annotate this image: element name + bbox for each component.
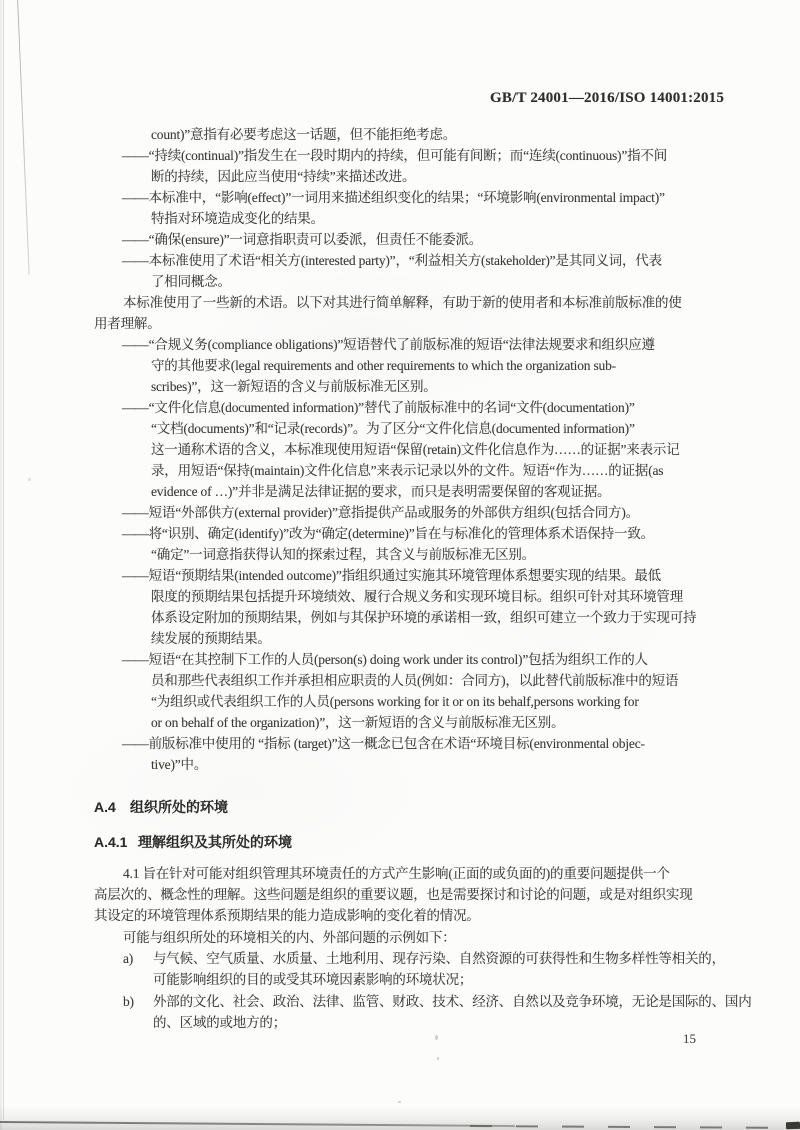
list-item-marker-a: a) [123, 951, 134, 966]
text-line: or on behalf of the organization)”，这一新短语的含义与前版标准无区别。 [151, 715, 565, 730]
text-line: 限度的预期结果包括提升环境绩效、履行合规义务和实现环境目标。组织可针对其环境管理 [151, 589, 683, 604]
text-line: ——短语“外部供方(external provider)”意指提供产品或服务的外部供方组织(包括合同方)。 [122, 505, 639, 520]
scan-crease-line [17, 0, 30, 275]
section-heading-a4-title: 组织所处的环境 [130, 799, 228, 815]
text-line: ——“文件化信息(documented information)”替代了前版标准中的名词“文件(documentation)” [122, 400, 635, 415]
page-number: 15 [683, 1031, 696, 1046]
scan-left-edge-strip [0, 0, 2, 1130]
scan-speck [398, 1101, 401, 1103]
text-line: 的、区域的或地方的； [153, 1015, 286, 1030]
text-line: tive)”中。 [151, 757, 208, 772]
scan-corner-mark [786, 1122, 800, 1129]
section-heading-a4-number: A.4 [94, 799, 116, 815]
text-line: 用者理解。 [94, 316, 161, 331]
list-item-marker-b: b) [123, 994, 134, 1009]
text-line: “确定”一词意指获得认知的探索过程，其含义与前版标准无区别。 [151, 547, 535, 562]
text-line: 外部的文化、社会、政治、法律、监管、财政、技术、经济、自然以及竞争环境，无论是国际的、国内 [153, 994, 752, 1009]
text-line: 录，用短语“保持(maintain)文件化信息”来表示记录以外的文件。短语“作为……的证据(as [151, 463, 664, 478]
text-line: ——前版标准中使用的 “指标 (target)”这一概念已包含在术语“环境目标(environmental objec- [122, 736, 645, 751]
text-line: scribes)”，这一新短语的含义与前版标准无区别。 [151, 379, 437, 394]
text-line: 4.1 旨在针对可能对组织管理其环境责任的方式产生影响(正面的或负面的)的重要问题提供一个 [123, 866, 670, 881]
text-line: 可能影响组织的目的或受其环境因素影响的环境状况； [153, 972, 473, 987]
text-line: 这一通称术语的含义，本标准现使用短语“保留(retain)文件化信息作为……的证据”来表示记 [151, 442, 680, 457]
text-line: 特指对环境造成变化的结果。 [151, 211, 324, 226]
section-heading-a41-title: 理解组织及其所处的环境 [138, 834, 292, 850]
text-line: 可能与组织所处的环境相关的内、外部问题的示例如下： [123, 930, 456, 945]
scan-speck [437, 1057, 439, 1060]
text-line: ——“确保(ensure)”一词意指职责可以委派，但责任不能委派。 [122, 232, 483, 247]
text-line: “文档(documents)”和“记录(records)”。为了区分“文件化信息(documented information)” [151, 421, 635, 436]
text-line: ——“合规义务(compliance obligations)”短语替代了前版标准的短语“法律法规要求和组织应遵 [122, 337, 655, 352]
text-line: 与气候、空气质量、水质量、土地利用、现存污染、自然资源的可获得性和生物多样性等相关的， [153, 951, 725, 966]
text-line: count)”意指有必要考虑这一话题，但不能拒绝考虑。 [151, 127, 457, 142]
text-line: ——短语“预期结果(intended outcome)”指组织通过实施其环境管理体系想要实现的结果。最低 [122, 568, 661, 583]
scan-speck [435, 1035, 438, 1040]
text-line: 断的持续，因此应当使用“持续”来描述改进。 [151, 169, 416, 184]
text-line: ——本标准中，“影响(effect)”一词用来描述组织变化的结果；“环境影响(environmental impact)” [122, 190, 665, 205]
text-line: evidence of …)”并非是满足法律证据的要求，而只是表明需要保留的客观证据。 [151, 484, 611, 499]
text-line: 守的其他要求(legal requirements and other requirements to which the organization sub- [151, 358, 616, 373]
scan-speck [28, 478, 31, 481]
text-line: 员和那些代表组织工作并承担相应职责的人员(例如：合同方)，以此替代前版标准中的短语 [151, 673, 679, 688]
text-line: ——短语“在其控制下工作的人员(person(s) doing work under its control)”包括为组织工作的人 [122, 652, 648, 667]
text-line: 了相同概念。 [151, 274, 231, 289]
text-line: 其设定的环境管理体系预期结果的能力造成影响的变化着的情况。 [94, 908, 480, 923]
text-line: ——“持续(continual)”指发生在一段时期内的持续，但可能有间断；而“连续(continuous)”指不间 [122, 148, 668, 163]
text-line: 体系设定附加的预期结果，例如与其保护环境的承诺相一致，组织可建立一个致力于实现可持 [151, 610, 697, 625]
text-line: “为组织或代表组织工作的人员(persons working for it or on its behalf,persons working for [151, 694, 639, 709]
text-line: 续发展的预期结果。 [151, 631, 271, 646]
scan-left-edge-line [3, 0, 4, 1120]
section-heading-a41-number: A.4.1 [94, 834, 128, 850]
text-line: 高层次的、概念性的理解。这些问题是组织的重要议题，也是需要探讨和讨论的问题，或是对组织实现 [94, 887, 693, 902]
text-line: ——本标准使用了术语“相关方(interested party)”，“利益相关方(stakeholder)”是其同义词，代表 [122, 253, 662, 268]
standard-number-header: GB/T 24001—2016/ISO 14001:2015 [490, 90, 725, 106]
text-line: ——将“识别、确定(identify)”改为“确定(determine)”旨在与标准化的管理体系术语保持一致。 [122, 526, 654, 541]
text-line: 本标准使用了一些新的术语。以下对其进行简单解释，有助于新的使用者和本标准前版标准的使 [123, 295, 682, 310]
